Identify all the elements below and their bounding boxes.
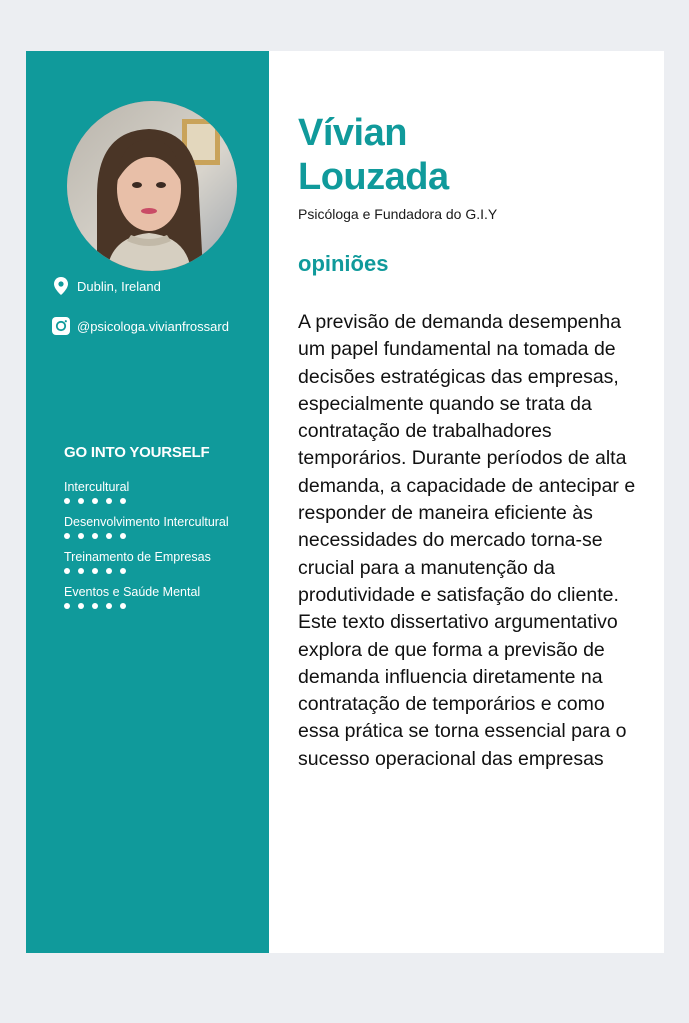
rating-dot bbox=[64, 533, 70, 539]
profile-photo-illustration bbox=[67, 101, 237, 271]
section-heading: opiniões bbox=[298, 251, 389, 276]
skills-list bbox=[64, 479, 264, 619]
rating-dot bbox=[64, 498, 70, 504]
skill-label: Treinamento de Empresas bbox=[64, 550, 211, 564]
skill-rating bbox=[64, 603, 264, 609]
rating-dot bbox=[78, 533, 84, 539]
skill-label: Eventos e Saúde Mental bbox=[64, 585, 201, 599]
resume-page bbox=[26, 51, 664, 953]
skill-item bbox=[64, 584, 264, 609]
skill-label: Desenvolvimento Intercultural bbox=[64, 515, 229, 529]
job-title: Psicóloga e Fundadora do G.I.Y bbox=[298, 206, 498, 222]
rating-dot bbox=[106, 568, 112, 574]
skill-rating bbox=[64, 568, 264, 574]
rating-dot bbox=[92, 603, 98, 609]
rating-dot bbox=[78, 603, 84, 609]
skill-rating bbox=[64, 498, 264, 504]
sidebar-section-title: GO INTO YOURSELF bbox=[64, 444, 210, 461]
instagram-icon bbox=[52, 317, 70, 335]
name-first: Vívian bbox=[298, 112, 407, 154]
body-paragraph: A previsão de demanda desempenha um papel fundamental na tomada de decisões estratégicas das empresas, especialmente quando se trata da contratação de trabalhadores temporários. Durante períodos de alta demanda, a capacidade de antecipar e responder de maneira eficiente às necessidades do mercado torna-se crucial para a manutenção da produtividade e satisfação do cliente. Este texto dissertativo argumentativo explora de que forma a previsão de demanda influencia diretamente na contratação de temporários e como essa prática se torna essencial para o sucesso operacional das empresas bbox=[298, 311, 636, 770]
rating-dot bbox=[120, 603, 126, 609]
rating-dot bbox=[92, 498, 98, 504]
skill-item bbox=[64, 514, 264, 539]
profile-photo bbox=[67, 101, 237, 271]
rating-dot bbox=[64, 603, 70, 609]
skill-item bbox=[64, 549, 264, 574]
rating-dot bbox=[78, 498, 84, 504]
skill-item bbox=[64, 479, 264, 504]
map-pin-icon bbox=[52, 277, 70, 295]
contact-instagram[interactable] bbox=[52, 317, 229, 335]
name-last: Louzada bbox=[298, 156, 449, 198]
rating-dot bbox=[64, 568, 70, 574]
skill-label: Intercultural bbox=[64, 480, 130, 494]
person-name bbox=[298, 111, 638, 199]
rating-dot bbox=[106, 533, 112, 539]
rating-dot bbox=[106, 498, 112, 504]
location-text: Dublin, Ireland bbox=[77, 278, 161, 294]
skill-rating bbox=[64, 533, 264, 539]
rating-dot bbox=[120, 498, 126, 504]
instagram-handle[interactable]: @psicologa.vivianfrossard bbox=[77, 318, 229, 334]
rating-dot bbox=[120, 533, 126, 539]
rating-dot bbox=[78, 568, 84, 574]
rating-dot bbox=[106, 603, 112, 609]
contact-location bbox=[52, 277, 161, 295]
rating-dot bbox=[92, 533, 98, 539]
sidebar bbox=[26, 51, 269, 953]
rating-dot bbox=[120, 568, 126, 574]
rating-dot bbox=[92, 568, 98, 574]
